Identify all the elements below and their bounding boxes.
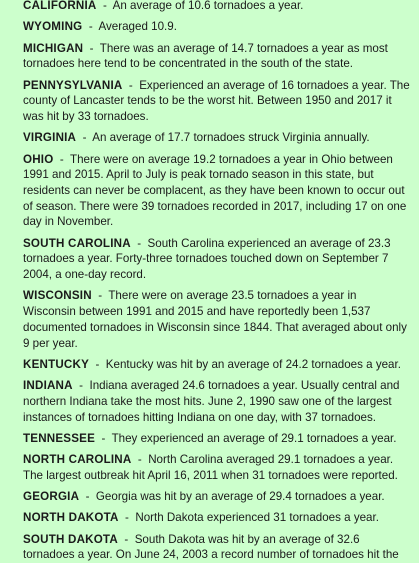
state-name: SOUTH DAKOTA (23, 532, 118, 546)
entry-text: They experienced an average of 29.1 tornadoes a year. (111, 431, 397, 445)
entry-georgia (23, 489, 411, 505)
separator: - (82, 20, 99, 34)
entry-virginia (23, 130, 411, 146)
entry-text: South Dakota was hit by an average of 32.6 tornadoes a year. On June 24, 2003 a record number of tornadoes hit the (23, 532, 399, 562)
state-name: KENTUCKY (23, 357, 90, 371)
state-name: NORTH CAROLINA (23, 453, 132, 467)
state-name: PENNYSYLVANIA (23, 78, 123, 92)
entry-text: South Carolina experienced an average of 23.3 tornadoes a year. Forty-three tornadoes touched down on September 7 2004, a one-day record. (23, 236, 391, 282)
separator: - (89, 357, 106, 371)
state-name: OHIO (23, 152, 54, 166)
state-name: MICHIGAN (23, 41, 84, 55)
separator: - (122, 78, 140, 92)
separator: - (117, 532, 135, 546)
entry-pennsylvania (23, 78, 411, 125)
entry-text: North Dakota experienced 31 tornadoes a year. (135, 511, 379, 525)
entry-wisconsin (23, 288, 411, 351)
entry-south-carolina (23, 236, 411, 283)
entry-text: Georgia was hit by an average of 29.4 tornadoes a year. (95, 490, 385, 504)
separator: - (131, 453, 149, 467)
state-name: SOUTH CAROLINA (23, 236, 131, 250)
state-name: VIRGINIA (23, 131, 77, 145)
entry-text: Experienced an average of 16 tornadoes a year. The county of Lancaster tends to be the worst hit. Between 1950 and 2017 it was hit by 33 tornadoes. (23, 78, 410, 123)
entry-text: Kentucky was hit by an average of 24.2 tornadoes a year. (105, 357, 401, 371)
separator: - (130, 236, 148, 250)
entry-ohio (23, 152, 411, 231)
entry-text: An average of 10.6 tornadoes a year. (112, 0, 304, 12)
entry-text: North Carolina averaged 29.1 tornadoes a year. The largest outbreak hit April 16, 2011 when 31 tornadoes were reported. (23, 453, 398, 482)
separator: - (96, 0, 113, 12)
entry-north-carolina (23, 452, 411, 483)
entry-kentucky (23, 357, 411, 373)
entry-text: There were on average 19.2 tornadoes a year in Ohio between 1991 and 2015. April to July is peak tornado season in this state, but residents can never be complacent, as they have been known to occur out of season. There were 39 tornadoes recorded in 2017, including 17 on one day in November. (23, 152, 407, 229)
entry-text: Indiana averaged 24.6 tornadoes a year. Usually central and northern Indiana take the most hits. June 2, 1990 saw one of the largest instances of tornadoes hitting Indiana on one day, with 37 tornadoes. (23, 379, 400, 424)
entry-north-dakota (23, 510, 411, 526)
state-name: CALIFORNIA (23, 0, 97, 12)
entry-text: An average of 17.7 tornadoes struck Virginia annually. (92, 131, 370, 145)
entry-text: There were on average 23.5 tornadoes a year in Wisconsin between 1991 and 2015 and have reportedly been 1,537 documented tornadoes in Wisconsin since 1844. That averaged about only 9 per year. (23, 289, 407, 350)
separator: - (95, 431, 112, 445)
separator: - (91, 289, 109, 303)
entry-tennessee (23, 431, 411, 447)
separator: - (83, 41, 100, 55)
separator: - (53, 152, 70, 166)
entry-south-dakota (23, 532, 411, 563)
state-name: GEORGIA (23, 490, 80, 504)
separator: - (118, 511, 136, 525)
entry-california (23, 0, 411, 14)
entry-indiana (23, 378, 411, 425)
state-name: WISCONSIN (23, 289, 92, 303)
separator: - (76, 131, 93, 145)
separator: - (72, 379, 90, 393)
state-name: TENNESSEE (23, 431, 96, 445)
state-name: INDIANA (23, 379, 73, 393)
separator: - (79, 490, 96, 504)
entry-michigan (23, 41, 411, 72)
entry-wyoming (23, 19, 411, 35)
entry-text: There was an average of 14.7 tornadoes a year as most tornadoes here tend to be concentrated in the south of the state. (23, 41, 388, 71)
entry-text: Averaged 10.9. (98, 20, 177, 34)
state-name: WYOMING (23, 20, 83, 34)
state-name: NORTH DAKOTA (23, 511, 119, 525)
